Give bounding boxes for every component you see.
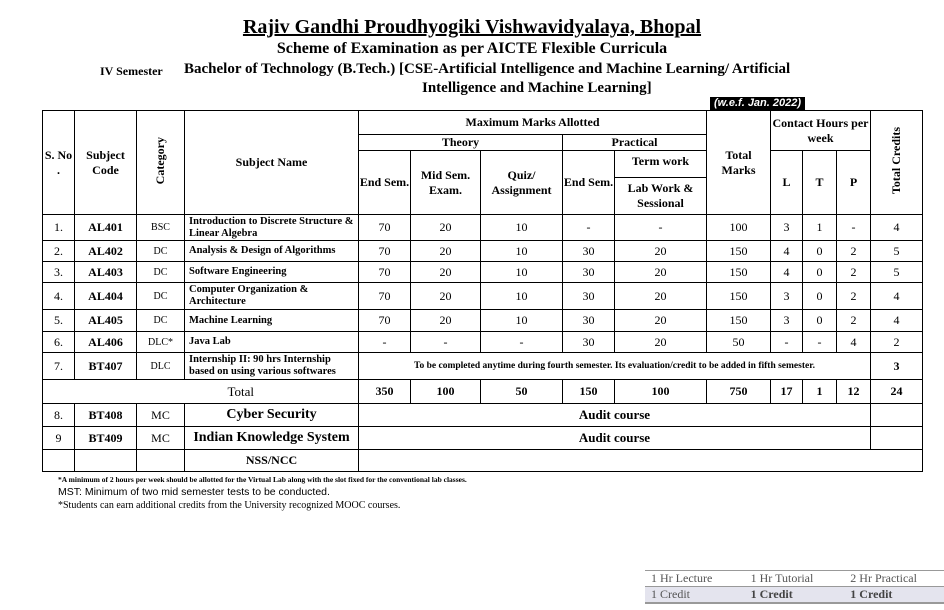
- row-t: 0: [803, 262, 837, 283]
- header-name: Subject Name: [185, 111, 359, 215]
- header-category: [137, 111, 185, 215]
- row-practical-end: 30: [563, 283, 615, 310]
- legend-tutorial: 1 Hr Tutorial: [745, 571, 845, 587]
- audit-row: [43, 427, 923, 450]
- row-category: DLC: [137, 353, 185, 380]
- row-mid-sem: 20: [411, 310, 481, 332]
- row-total-marks: 150: [707, 241, 771, 262]
- footnote-mst: MST: Minimum of two mid semester tests to be conducted.: [58, 486, 330, 498]
- row-code: AL403: [75, 262, 137, 283]
- row-subject: Computer Organization & Architecture: [185, 283, 359, 310]
- row-practical-end: 30: [563, 262, 615, 283]
- degree-label: [184, 60, 854, 98]
- legend-practical: 2 Hr Practical: [844, 571, 944, 587]
- row-t: 0: [803, 310, 837, 332]
- row-total-marks: 150: [707, 283, 771, 310]
- row-practical-end: 30: [563, 310, 615, 332]
- row-l: 3: [771, 310, 803, 332]
- total-label-text: Total: [227, 383, 254, 399]
- row-sno: 6.: [43, 332, 75, 353]
- row-category: DLC*: [137, 332, 185, 353]
- total-t: 1: [803, 380, 837, 404]
- row-subject: Software Engineering: [185, 262, 359, 283]
- header-t: T: [803, 151, 837, 215]
- row-end-sem: -: [359, 332, 411, 353]
- total-credits: 24: [871, 380, 923, 404]
- row-lab-work: 20: [615, 241, 707, 262]
- row-l: 3: [771, 283, 803, 310]
- row-total-marks: 100: [707, 215, 771, 241]
- row-category: DC: [137, 310, 185, 332]
- total-l: 17: [771, 380, 803, 404]
- scheme-table: [42, 110, 923, 472]
- row-code: AL406: [75, 332, 137, 353]
- table-row: [43, 215, 923, 241]
- row-p: 2: [837, 241, 871, 262]
- row-p: -: [837, 215, 871, 241]
- row-sno: 4.: [43, 283, 75, 310]
- row-credits: [871, 427, 923, 450]
- row-category: MC: [137, 427, 185, 450]
- header-category-text: Category: [153, 136, 167, 185]
- legend-credit-3: 1 Credit: [844, 587, 944, 604]
- row-end-sem: 70: [359, 283, 411, 310]
- row-quiz: 10: [481, 215, 563, 241]
- row-total-marks: 150: [707, 262, 771, 283]
- credit-legend: [645, 570, 944, 604]
- row-p: 2: [837, 310, 871, 332]
- row-t: 0: [803, 241, 837, 262]
- semester-label: IV Semester: [100, 64, 163, 78]
- row-code: BT408: [75, 404, 137, 427]
- row-sno: [43, 450, 75, 472]
- row-credits: [871, 404, 923, 427]
- row-quiz: 10: [481, 283, 563, 310]
- row-l: 4: [771, 241, 803, 262]
- header-practical: Practical: [563, 135, 707, 151]
- row-sno: 3.: [43, 262, 75, 283]
- header-p: P: [837, 151, 871, 215]
- total-marks: 750: [707, 380, 771, 404]
- row-t: 1: [803, 215, 837, 241]
- internship-note: To be completed anytime during fourth semester. Its evaluation/credit to be added in fifth semester.: [359, 353, 871, 380]
- row-total-marks: 50: [707, 332, 771, 353]
- row-code: [75, 450, 137, 472]
- footnote-virtual-lab: *A minimum of 2 hours per week should be allotted for the Virtual Lab along with the slot fixed for the conventional lab classes.: [58, 475, 467, 484]
- audit-note: Audit course: [359, 404, 871, 427]
- footnotes: [58, 473, 467, 512]
- audit-note: Audit course: [359, 427, 871, 450]
- nss-label: NSS/NCC: [185, 450, 359, 472]
- total-practical-end: 150: [563, 380, 615, 404]
- row-category: [137, 450, 185, 472]
- row-end-sem: 70: [359, 241, 411, 262]
- row-lab-work: -: [615, 215, 707, 241]
- row-end-sem: 70: [359, 310, 411, 332]
- header-quiz: Quiz/ Assignment: [481, 151, 563, 215]
- row-category: MC: [137, 404, 185, 427]
- row-mid-sem: -: [411, 332, 481, 353]
- row-practical-end: 30: [563, 332, 615, 353]
- row-t: 0: [803, 283, 837, 310]
- row-quiz: 10: [481, 310, 563, 332]
- row-sno: 8.: [43, 404, 75, 427]
- header-code: Subject Code: [75, 111, 137, 215]
- row-end-sem: 70: [359, 262, 411, 283]
- legend-credit-1: 1 Credit: [645, 587, 745, 604]
- row-p: 4: [837, 332, 871, 353]
- nss-empty: [359, 450, 923, 472]
- legend-lecture: 1 Hr Lecture: [645, 571, 745, 587]
- row-mid-sem: 20: [411, 262, 481, 283]
- row-subject: Cyber Security: [185, 404, 359, 427]
- row-l: -: [771, 332, 803, 353]
- row-credits: 4: [871, 310, 923, 332]
- total-mid-sem: 100: [411, 380, 481, 404]
- total-row: [43, 380, 923, 404]
- row-practical-end: -: [563, 215, 615, 241]
- row-credits: 5: [871, 262, 923, 283]
- header-practical-end-sem: End Sem.: [563, 151, 615, 215]
- total-label: [43, 380, 359, 404]
- row-code: AL402: [75, 241, 137, 262]
- row-code: AL404: [75, 283, 137, 310]
- total-end-sem: 350: [359, 380, 411, 404]
- row-credits: 4: [871, 283, 923, 310]
- row-category: DC: [137, 241, 185, 262]
- row-sno: 7.: [43, 353, 75, 380]
- row-subject: Indian Knowledge System: [185, 427, 359, 450]
- row-mid-sem: 20: [411, 241, 481, 262]
- row-code: AL401: [75, 215, 137, 241]
- scheme-subtitle: Scheme of Examination as per AICTE Flexible Curricula: [276, 40, 668, 57]
- row-quiz: -: [481, 332, 563, 353]
- row-code: AL405: [75, 310, 137, 332]
- row-subject: Internship II: 90 hrs Internship based on using various softwares: [185, 353, 359, 380]
- header-total-credits: [871, 111, 923, 215]
- table-row: [43, 283, 923, 310]
- total-p: 12: [837, 380, 871, 404]
- header-total-marks: Total Marks: [707, 111, 771, 215]
- row-category: BSC: [137, 215, 185, 241]
- row-credits: 2: [871, 332, 923, 353]
- header-mid-sem: Mid Sem. Exam.: [411, 151, 481, 215]
- row-end-sem: 70: [359, 215, 411, 241]
- row-mid-sem: 20: [411, 215, 481, 241]
- row-subject: Java Lab: [185, 332, 359, 353]
- header-total-credits-text: Total Credits: [889, 126, 903, 194]
- total-quiz: 50: [481, 380, 563, 404]
- header-term-work: [615, 151, 707, 215]
- header-theory: Theory: [359, 135, 563, 151]
- row-code: BT407: [75, 353, 137, 380]
- header-end-sem: End Sem.: [359, 151, 411, 215]
- row-sno: 5.: [43, 310, 75, 332]
- nss-row: [43, 450, 923, 472]
- table-row: [43, 310, 923, 332]
- row-credits: 4: [871, 215, 923, 241]
- header-sno: S. No .: [43, 111, 75, 215]
- table-row: [43, 262, 923, 283]
- table-row: [43, 332, 923, 353]
- degree-line-2: Intelligence and Machine Learning]: [422, 80, 652, 96]
- total-lab-work: 100: [615, 380, 707, 404]
- row-credits: 3: [871, 353, 923, 380]
- row-l: 3: [771, 215, 803, 241]
- row-practical-end: 30: [563, 241, 615, 262]
- internship-row: [43, 353, 923, 380]
- row-subject: Analysis & Design of Algorithms: [185, 241, 359, 262]
- row-p: 2: [837, 262, 871, 283]
- row-category: DC: [137, 262, 185, 283]
- row-t: -: [803, 332, 837, 353]
- row-subject: Machine Learning: [185, 310, 359, 332]
- university-title: Rajiv Gandhi Proudhyogiki Vishwavidyalaya, Bhopal: [242, 16, 702, 38]
- row-lab-work: 20: [615, 332, 707, 353]
- row-category: DC: [137, 283, 185, 310]
- header-l: L: [771, 151, 803, 215]
- row-quiz: 10: [481, 262, 563, 283]
- header-max-marks: Maximum Marks Allotted: [359, 111, 707, 135]
- header-contact-hours: Contact Hours per week: [771, 111, 871, 151]
- row-code: BT409: [75, 427, 137, 450]
- header-lab-work-label: Lab Work & Sessional: [627, 180, 694, 210]
- row-lab-work: 20: [615, 262, 707, 283]
- degree-line-1: Bachelor of Technology (B.Tech.) [CSE-Artificial Intelligence and Machine Learning/ Artificial: [184, 61, 791, 77]
- audit-row: [43, 404, 923, 427]
- wef-badge: (w.e.f. Jan. 2022): [710, 97, 805, 110]
- legend-credit-2: 1 Credit: [745, 587, 845, 604]
- row-sno: 1.: [43, 215, 75, 241]
- row-credits: 5: [871, 241, 923, 262]
- row-sno: 2.: [43, 241, 75, 262]
- footnote-mooc: *Students can earn additional credits from the University recognized MOOC courses.: [58, 500, 401, 511]
- row-lab-work: 20: [615, 283, 707, 310]
- row-mid-sem: 20: [411, 283, 481, 310]
- header-term-work-label: Term work: [615, 152, 706, 178]
- table-row: [43, 241, 923, 262]
- row-quiz: 10: [481, 241, 563, 262]
- row-p: 2: [837, 283, 871, 310]
- row-total-marks: 150: [707, 310, 771, 332]
- row-sno: 9: [43, 427, 75, 450]
- row-subject: Introduction to Discrete Structure & Linear Algebra: [185, 215, 359, 241]
- row-lab-work: 20: [615, 310, 707, 332]
- row-l: 4: [771, 262, 803, 283]
